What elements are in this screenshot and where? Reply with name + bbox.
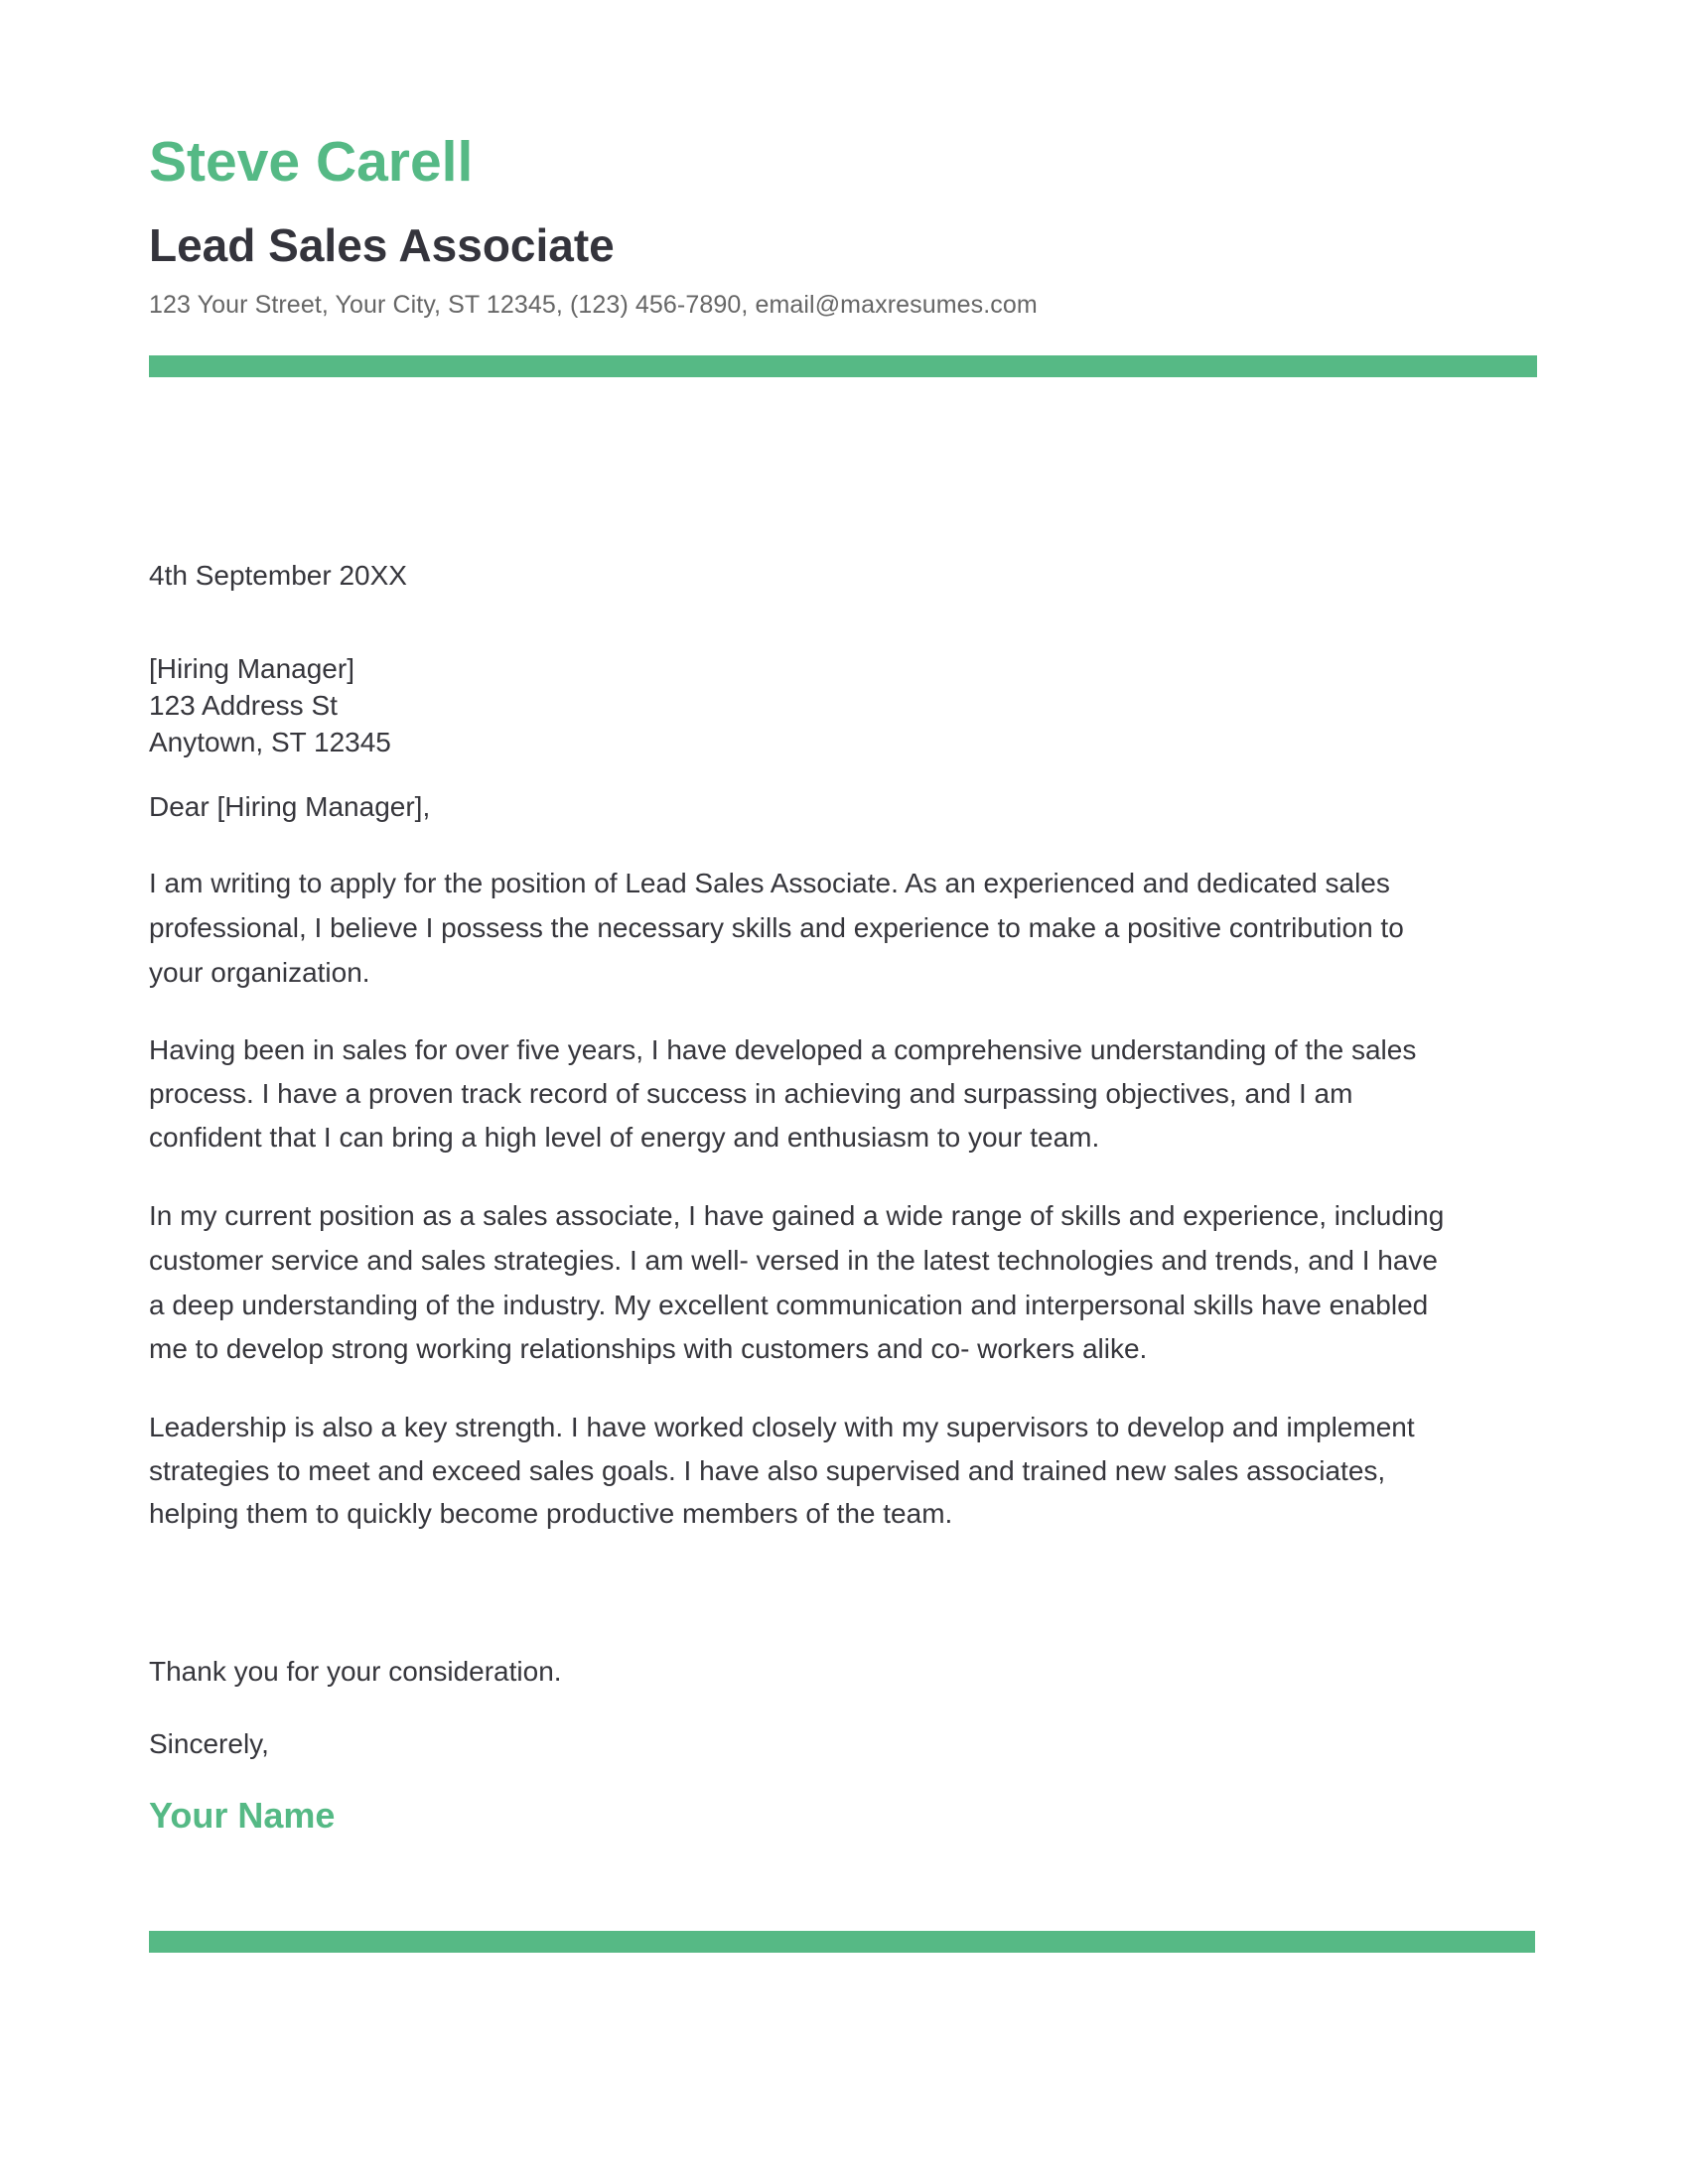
paragraph-line: Leadership is also a key strength. I have worked closely with my supervisors to develop and implement: [149, 1412, 1415, 1442]
contact-info: 123 Your Street, Your City, ST 12345, (123) 456-7890, email@maxresumes.com: [149, 291, 1038, 319]
letter-date: 4th September 20XX: [149, 560, 407, 591]
footer-divider: [149, 1931, 1535, 1953]
recipient-line: Anytown, ST 12345: [149, 727, 391, 757]
header-divider: [149, 355, 1537, 377]
recipient-line: 123 Address St: [149, 690, 338, 721]
paragraph-line: Having been in sales for over five years, I have developed a comprehensive understanding of the sales: [149, 1034, 1417, 1065]
closing-line: Thank you for your consideration.: [149, 1656, 562, 1687]
signature-name: Your Name: [149, 1795, 336, 1836]
paragraph-line: In my current position as a sales associate, I have gained a wide range of skills and experience, including: [149, 1200, 1445, 1231]
paragraph-line: I am writing to apply for the position of Lead Sales Associate. As an experienced and dedicated sales: [149, 868, 1390, 898]
recipient-line: [Hiring Manager]: [149, 653, 354, 684]
paragraph-line: strategies to meet and exceed sales goals. I have also supervised and trained new sales associates,: [149, 1455, 1386, 1486]
sign-off: Sincerely,: [149, 1728, 269, 1759]
paragraph-line: me to develop strong working relationships with customers and co- workers alike.: [149, 1333, 1148, 1364]
paragraph-line: your organization.: [149, 957, 370, 988]
applicant-name: Steve Carell: [149, 130, 474, 194]
job-title: Lead Sales Associate: [149, 219, 615, 271]
paragraph-line: process. I have a proven track record of success in achieving and surpassing objectives, and I am: [149, 1078, 1353, 1109]
paragraph-line: professional, I believe I possess the necessary skills and experience to make a positive contribution to: [149, 912, 1404, 943]
paragraph-line: customer service and sales strategies. I am well- versed in the latest technologies and trends, and I have: [149, 1245, 1439, 1276]
paragraph-line: helping them to quickly become productive members of the team.: [149, 1498, 953, 1529]
paragraph-line: confident that I can bring a high level of energy and enthusiasm to your team.: [149, 1122, 1100, 1153]
paragraph-line: a deep understanding of the industry. My excellent communication and interpersonal skills have enabled: [149, 1290, 1429, 1320]
salutation: Dear [Hiring Manager],: [149, 791, 431, 822]
